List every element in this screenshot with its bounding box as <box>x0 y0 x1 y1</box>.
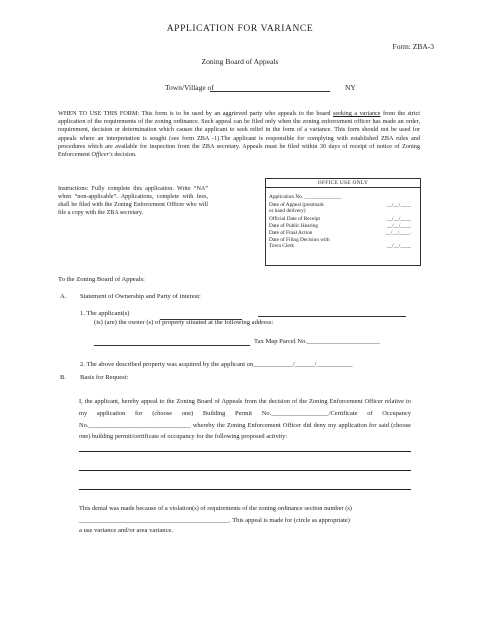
office-row <box>269 243 415 249</box>
section-a-heading: Statement of Ownership and Party of interest: <box>80 293 201 300</box>
office-row <box>269 208 415 214</box>
board-name: Zoning Board of Appeals <box>201 57 279 66</box>
property-address-field[interactable] <box>94 345 250 346</box>
office-row-label: or hand delivery) <box>269 208 306 214</box>
addressee: To the Zoning Board of Appeals: <box>58 276 145 283</box>
office-row <box>269 230 415 236</box>
office-row-label: Date of Appeal (postmark <box>269 202 324 208</box>
usage-lead: WHEN TO USE THIS FORM: <box>58 110 140 117</box>
office-row-label: Date of Filing Decision with <box>269 237 330 243</box>
office-row-label: Date of Public Hearing <box>269 223 318 229</box>
office-use-title: OFFICE USE ONLY <box>266 180 420 188</box>
office-row-label: Application No. ______________ <box>269 194 342 200</box>
section-b-letter: B. <box>60 374 67 381</box>
office-use-box <box>265 178 421 266</box>
activity-line-1[interactable] <box>79 451 411 452</box>
town-label: Town/Village of <box>165 83 214 92</box>
activity-line-3[interactable] <box>79 489 411 490</box>
usage-text-1: This form is to be used by an aggrieved party who appeals to the board <box>139 110 333 117</box>
denial-statement: This denial was made because of a violation(s) of requirements of the zoning ordinance section number (s) _______________________________________________. This appeal is made for (circle as appropriate) <box>79 505 352 524</box>
usage-text-3: is sought (see form ZBA -1).The applicant is responsible for complying with established ZBA rules and procedures which are available for inspection from the ZBA secretary. Appeals must be filed within 30 days of receipt of notice of Zoning Enforcement <box>58 134 420 159</box>
activity-line-2[interactable] <box>79 470 411 471</box>
town-name-field[interactable] <box>210 91 330 92</box>
usage-text-2: from the strict application of the requirements of the zoning ordinance. Such appeal can be filed only when the zoning enforcement officer has made an order, requirement, decision or determination which causes the applicant to seek relief in the form of a variance. This form should not be used for appeals where an <box>58 110 420 142</box>
form-number: Form: ZBA-3 <box>392 42 434 51</box>
usage-notice <box>58 110 420 159</box>
office-row <box>269 216 415 222</box>
applicant-name-field-2[interactable] <box>258 316 406 317</box>
section-a-letter: A. <box>60 293 67 300</box>
office-row-label: Date of Final Action <box>269 230 313 236</box>
office-row-value[interactable]: __/__/____ <box>386 223 411 229</box>
variance-options[interactable]: a use variance and/or area variance. <box>79 527 174 534</box>
office-row <box>269 223 415 229</box>
office-row <box>269 194 415 200</box>
state-label: NY <box>345 83 356 92</box>
form-title: APPLICATION FOR VARIANCE <box>166 24 314 34</box>
tax-map-parcel[interactable]: Tax Map Parcel No.______________________ <box>254 338 380 345</box>
usage-text-4: decision. <box>112 151 137 159</box>
office-row-value[interactable]: __/__/____. <box>385 230 411 236</box>
usage-interpretation: interpretation <box>106 134 140 142</box>
owner-statement: (is) (are) the owner (s) of property situated at the following address: <box>94 319 274 326</box>
usage-underlined: seeking a variance <box>332 110 381 117</box>
instructions: Instructions: Fully complete this application. Write “NA” when “non-applicable”. Applications, complete with fees, shall be filed with the Zoning Enforcement Officer who will file a copy with the ZBA secretary. <box>58 186 208 216</box>
office-row-value[interactable]: __/__/____ <box>386 202 411 208</box>
usage-italic: Officer's <box>91 151 113 159</box>
applicant-label: 1. The applicant(s) <box>80 310 130 317</box>
office-row-label: Town Clerk <box>269 243 295 249</box>
section-b-heading: Basis for Request: <box>80 374 129 381</box>
basis-paragraph: I, the applicant, hereby appeal to the Zoning Board of Appeals from the decision of the Zoning Enforcement Officer relative to my application for (choose one) Building Permit No.__________________/Certificate of Occupancy No.________________________________ whereby the Zoning Enforcement Officer did deny my application for said (choose one) building permit/certificate of occupancy for the following proposed activity: <box>79 398 411 441</box>
acquired-date[interactable]: 2. The above described property was acquired by the applicant on____________/______/___________ <box>80 361 353 368</box>
office-row-label: Official Date of Receipt <box>269 216 320 222</box>
office-row-value[interactable]: __/__/____ <box>386 216 411 222</box>
office-row-value[interactable]: __/__/____ <box>386 243 411 249</box>
